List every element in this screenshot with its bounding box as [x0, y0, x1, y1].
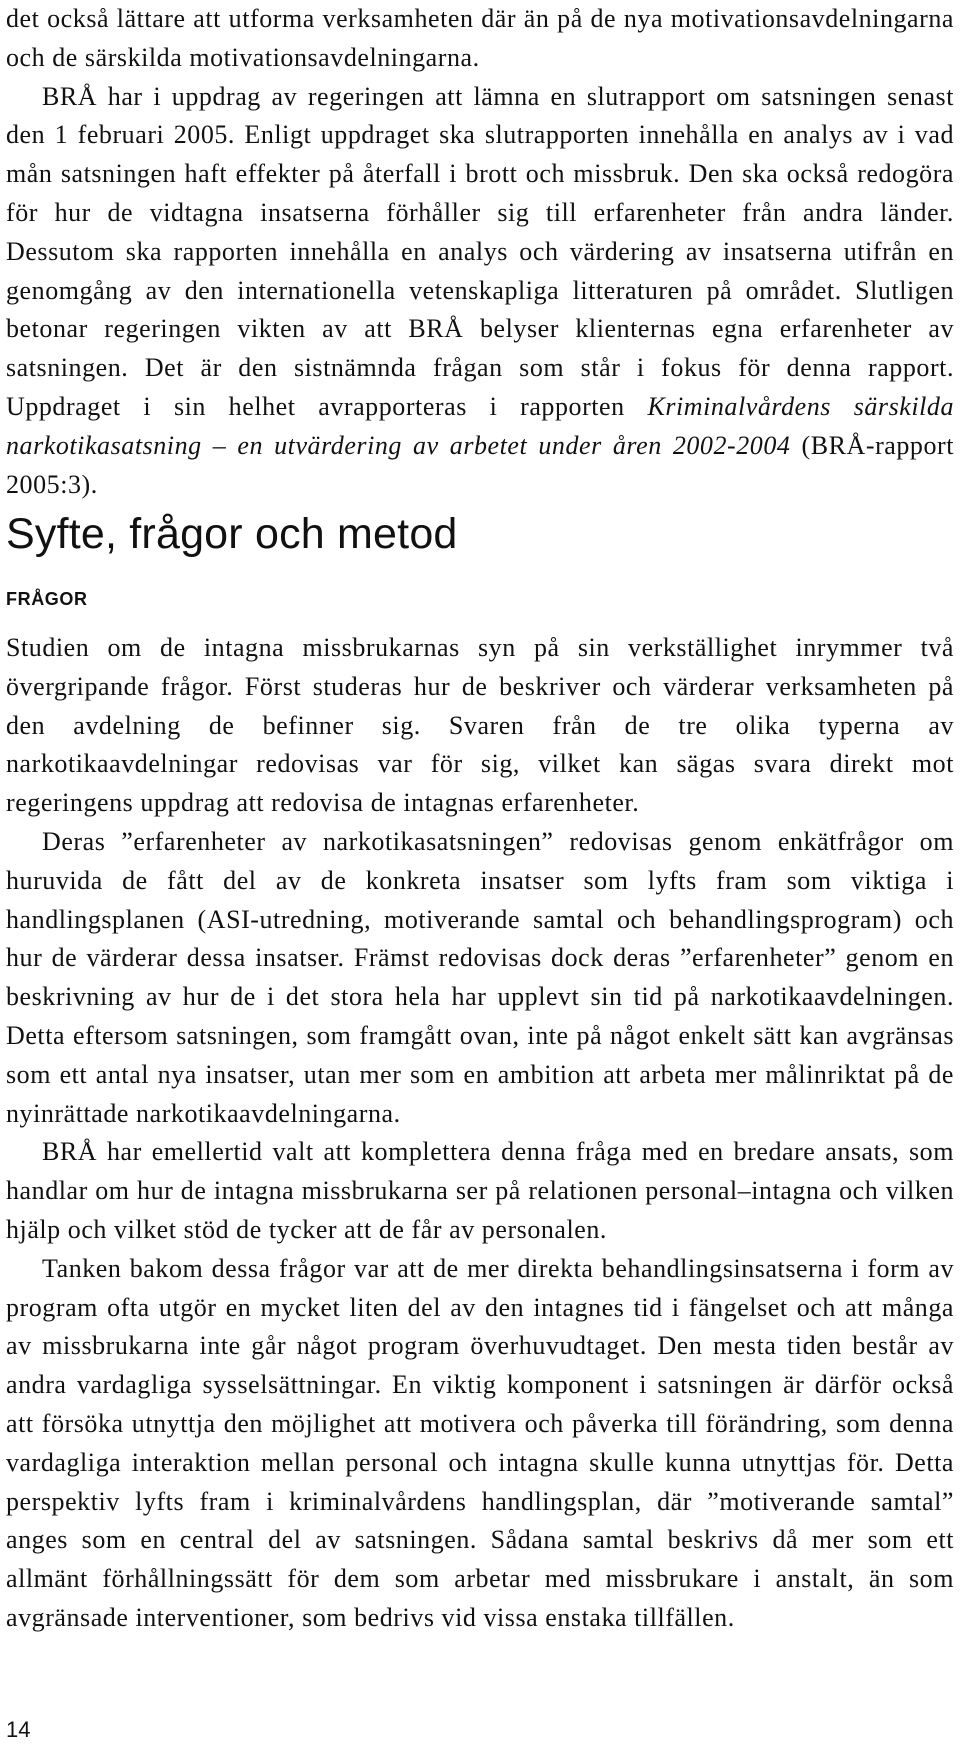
- section-subheading: FRÅGOR: [6, 589, 88, 609]
- intro-paragraph-2-text: BRÅ har i uppdrag av regeringen att lämna en slutrapport om satsningen senast den 1 februari 2005. Enligt uppdraget ska slutrapporten innehålla en analys av i vad mån satsningen haft effekter på återfall i brott och missbruk. Den ska också redogöra för hur de vidtagna insatserna förhåller sig till erfarenheter från andra länder. Dessutom ska rapporten innehålla en analys och värdering av insatserna utifrån en genomgång av den internationella vetenskapliga litteraturen på området. Slutligen betonar regeringen vikten av att BRÅ belyser klienternas egna erfarenheter av satsningen. Det är den sistnämnda frågan som står i fokus för denna rapport. Uppdraget i sin helhet avrapporteras i rapporten: [6, 81, 954, 421]
- body-paragraph-3: BRÅ har emellertid valt att komplettera denna fråga med en bredare ansats, som handlar om hur de intagna missbrukarna ser på relationen personal–intagna och vilken hjälp och vilket stöd de tycker att de får av personalen.: [6, 1137, 954, 1244]
- body-paragraph-4: Tanken bakom dessa frågor var att de mer direkta behandlingsinsatserna i form av program ofta utgör en mycket liten del av den intagnes tid i fängelset och att många av missbrukarna inte går något program överhuvudtaget. Den mesta tiden består av andra vardagliga sysselsättningar. En viktig komponent i satsningen är därför också att försöka utnyttja den möjlighet att motivera och påverka till förändring, som denna vardagliga interaktion mellan personal och intagna skulle kunna utnyttjas för. Detta perspektiv lyfts fram i kriminalvårdens handlingsplan, där ”motiverande samtal” anges som en central del av satsningen. Sådana samtal beskrivs då mer som ett allmänt förhållningssätt för dem som arbetar med missbrukare i anstalt, än som avgränsade interventioner, som bedrivs vid vissa enstaka tillfällen.: [6, 1253, 954, 1632]
- intro-paragraph-2-end: (BRÅ-rapport 2005:3).: [6, 430, 954, 499]
- intro-paragraph-2: [6, 78, 954, 505]
- body-paragraph-2: Deras ”erfarenheter av narkotikasatsningen” redovisas genom enkätfrågor om huruvida de fått del av de konkreta insatser som lyfts fram som viktiga i handlingsplanen (ASI-utredning, motiverande samtal och behandlingsprogram) och hur de värderar dessa insatser. Främst redovisas dock deras ”erfarenheter” genom en beskrivning av hur de i det stora hela har upplevt sin tid på narkotikaavdelningen. Detta eftersom satsningen, som framgått ovan, inte på något enkelt sätt kan avgränsas som ett antal nya insatser, utan mer som en ambition att arbeta mer målinriktat på de nyinrättade narkotikaavdelningarna.: [6, 826, 954, 1128]
- report-title: Kriminalvårdens särskilda narkotikasatsning – en utvärdering av arbetet under åren 2002-2004: [6, 391, 954, 460]
- section-heading: Syfte, frågor och metod: [6, 510, 458, 558]
- page-number: 14: [6, 1717, 31, 1742]
- intro-paragraph-1: det också lättare att utforma verksamheten där än på de nya motivationsavdelningarna och de särskilda motivationsavdelningarna.: [6, 4, 954, 72]
- intro-text: [6, 0, 954, 504]
- section-body: [6, 629, 954, 1638]
- body-paragraph-1: Studien om de intagna missbrukarnas syn på sin verkställighet inrymmer två övergripande frågor. Först studeras hur de beskriver och värderar verksamheten på den avdelning de befinner sig. Svaren från de tre olika typerna av narkotikaavdelningar redovisas var för sig, vilket kan sägas svara direkt mot regeringens uppdrag att redovisa de intagnas erfarenheter.: [6, 633, 954, 818]
